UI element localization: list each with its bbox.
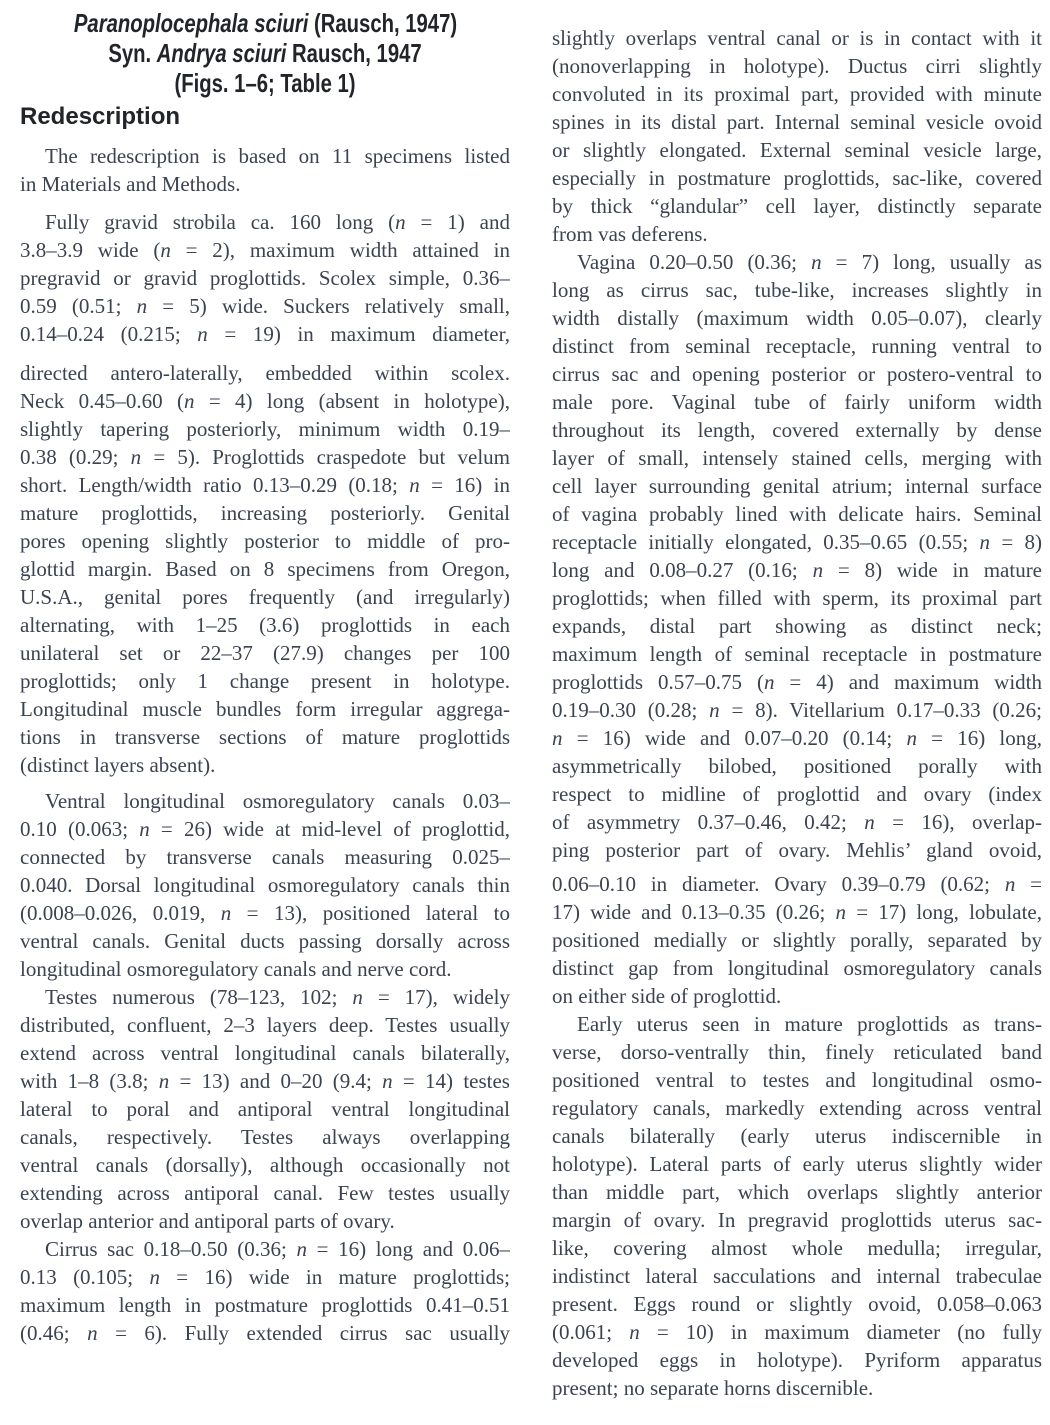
text-line: slightly tapering posteriorly, minimum width 0.19– [20,417,510,441]
text-line: (0.46; n = 6). Fully extended cirrus sac usually [20,1321,510,1345]
paragraph [552,1010,1042,1402]
left-column [20,0,510,1425]
text-line: 0.59 (0.51; n = 5) wide. Suckers relatively small, [20,294,510,318]
text-line: short. Length/width ratio 0.13–0.29 (0.18; n = 16) in [20,473,510,497]
species-name: Andrya sciuri [156,38,287,68]
text-line: in Materials and Methods. [20,172,241,196]
text-line: layer of small, intensely stained cells, merging with [552,446,1042,470]
text-line: distinct from seminal receptacle, running ventral to [552,334,1042,358]
text-line: width distally (maximum width 0.05–0.07), clearly [552,306,1042,330]
article-title [20,8,510,98]
text-line: lateral to poral and antiporal ventral longitudinal [20,1097,510,1121]
text-line: asymmetrically bilobed, positioned porally with [552,754,1042,778]
text-line: Early uterus seen in mature proglottids as trans- [577,1012,1042,1036]
title-text: Syn. [108,38,157,68]
text-line: (nonoverlapping in holotype). Ductus cirri slightly [552,54,1042,78]
title-text: (Rausch, 1947) [308,8,458,38]
text-line: slightly overlaps ventral canal or is in contact with it [552,26,1042,50]
text-line: from vas deferens. [552,222,708,246]
text-line: 0.06–0.10 in diameter. Ovary 0.39–0.79 (0.62; n = [552,872,1042,896]
text-line: present. Eggs round or slightly ovoid, 0.058–0.063 [552,1292,1042,1316]
text-line: proglottids; only 1 change present in holotype. [20,669,510,693]
text-line: 17) wide and 0.13–0.35 (0.26; n = 17) long, lobulate, [552,900,1042,924]
text-line: long as cirrus sac, tube-like, increases slightly in [552,278,1042,302]
text-line: pregravid or gravid proglottids. Scolex simple, 0.36– [20,266,510,290]
right-column-text [552,24,1042,1402]
text-line: maximum length in postmature proglottids 0.41–0.51 [20,1293,510,1317]
text-line: (0.008–0.026, 0.019, n = 13), positioned lateral to [20,901,510,925]
text-line: cell layer surrounding genital atrium; internal surface [552,474,1042,498]
text-line: throughout its length, covered externally by dense [552,418,1042,442]
text-line: Longitudinal muscle bundles form irregular aggrega- [20,697,510,721]
paragraph [552,24,1042,248]
text-line: directed antero-laterally, embedded within scolex. [20,361,510,385]
left-column-text [20,142,510,1347]
paragraph [20,787,510,983]
text-line: 3.8–3.9 wide (n = 2), maximum width attained in [20,238,510,262]
text-line: like, covering almost whole medulla; irregular, [552,1236,1042,1260]
text-line: unilateral set or 22–37 (27.9) changes per 100 [20,641,510,665]
text-line: connected by transverse canals measuring 0.025– [20,845,510,869]
text-line: ventral canals (dorsally), although occasionally not [20,1153,510,1177]
text-line: canals bilaterally (early uterus indiscernible in [552,1124,1042,1148]
text-line: mature proglottids, increasing posteriorly. Genital [20,501,510,525]
text-line: Fully gravid strobila ca. 160 long (n = 1) and [45,210,510,234]
paragraph [20,142,510,198]
text-line: than middle part, which overlaps slightly anterior [552,1180,1042,1204]
text-line: receptacle initially elongated, 0.35–0.65 (0.55; n = 8) [552,530,1042,554]
text-line: Vagina 0.20–0.50 (0.36; n = 7) long, usually as [577,250,1042,274]
text-line: (distinct layers absent). [20,753,216,777]
text-line: The redescription is based on 11 specimens listed [45,144,510,168]
text-line: positioned medially or slightly porally, separated by [552,928,1042,952]
text-line: margin of ovary. In pregravid proglottids uterus sac- [552,1208,1042,1232]
text-line: extend across ventral longitudinal canals bilaterally, [20,1041,510,1065]
text-line: by thick “glandular” cell layer, distinctly separate [552,194,1042,218]
text-line: 0.38 (0.29; n = 5). Proglottids craspedote but velum [20,445,510,469]
text-line: respect to midline of proglottid and ovary (index [552,782,1042,806]
text-line: alternating, with 1–25 (3.6) proglottids in each [20,613,510,637]
paragraph [552,870,1042,1010]
text-line: regulatory canals, markedly extending across ventral [552,1096,1042,1120]
title-line [74,68,456,98]
text-line: pores opening slightly posterior to middle of pro- [20,529,510,553]
text-line: longitudinal osmoregulatory canals and nerve cord. [20,957,452,981]
paragraph [20,208,510,348]
text-line: n = 16) wide and 0.07–0.20 (0.14; n = 16) long, [552,726,1042,750]
text-line: of vagina probably lined with delicate hairs. Seminal [552,502,1042,526]
text-line: present; no separate horns discernible. [552,1376,874,1400]
text-line: tions in transverse sections of mature proglottids [20,725,510,749]
paragraph [552,248,1042,864]
text-line: 0.040. Dorsal longitudinal osmoregulatory canals thin [20,873,510,897]
title-text: Rausch, 1947 [286,38,422,68]
text-line: Testes numerous (78–123, 102; n = 17), widely [45,985,510,1009]
text-line: convoluted in its proximal part, provided with minute [552,82,1042,106]
text-line: expands, distal part showing as distinct neck; [552,614,1042,638]
text-line: proglottids; when filled with sperm, its proximal part [552,586,1042,610]
text-line: especially in postmature proglottids, sac-like, covered [552,166,1042,190]
text-line: cirrus sac and opening posterior or postero-ventral to [552,362,1042,386]
right-column [552,0,1042,1425]
text-line: verse, dorso-ventrally thin, finely reticulated band [552,1040,1042,1064]
text-line: positioned ventral to testes and longitudinal osmo- [552,1068,1042,1092]
text-line: glottid margin. Based on 8 specimens from Oregon, [20,557,510,581]
text-line: Cirrus sac 0.18–0.50 (0.36; n = 16) long and 0.06– [45,1237,510,1261]
paragraph [20,983,510,1235]
text-line: on either side of proglottid. [552,984,782,1008]
text-line: 0.10 (0.063; n = 26) wide at mid-level of proglottid, [20,817,510,841]
species-name: Paranoplocephala sciuri [73,8,309,38]
text-line: or slightly elongated. External seminal vesicle large, [552,138,1042,162]
text-line: male pore. Vaginal tube of fairly uniform width [552,390,1042,414]
text-line: holotype). Lateral parts of early uterus slightly wider [552,1152,1042,1176]
text-line: spines in its distal part. Internal seminal vesicle ovoid [552,110,1042,134]
text-line: Ventral longitudinal osmoregulatory canals 0.03– [45,789,510,813]
text-line: maximum length of seminal receptacle in postmature [552,642,1042,666]
paragraph [20,359,510,779]
text-line: Neck 0.45–0.60 (n = 4) long (absent in holotype), [20,389,510,413]
text-line: 0.19–0.30 (0.28; n = 8). Vitellarium 0.17–0.33 (0.26; [552,698,1042,722]
text-line: with 1–8 (3.8; n = 13) and 0–20 (9.4; n = 14) testes [20,1069,510,1093]
text-line: proglottids 0.57–0.75 (n = 4) and maximum width [552,670,1042,694]
text-line: distinct gap from longitudinal osmoregulatory canals [552,956,1042,980]
text-line: (0.061; n = 10) in maximum diameter (no fully [552,1320,1042,1344]
paragraph [20,1235,510,1347]
title-line [74,8,456,38]
text-line: ping posterior part of ovary. Mehlis’ gland ovoid, [552,838,1042,862]
text-line: long and 0.08–0.27 (0.16; n = 8) wide in mature [552,558,1042,582]
text-line: ventral canals. Genital ducts passing dorsally across [20,929,510,953]
text-line: 0.14–0.24 (0.215; n = 19) in maximum diameter, [20,322,510,346]
title-line [74,38,456,68]
text-line: U.S.A., genital pores frequently (and irregularly) [20,585,510,609]
text-line: 0.13 (0.105; n = 16) wide in mature proglottids; [20,1265,510,1289]
text-line: distributed, confluent, 2–3 layers deep. Testes usually [20,1013,510,1037]
text-line: overlap anterior and antiporal parts of ovary. [20,1209,395,1233]
text-line: indistinct lateral sacculations and internal trabeculae [552,1264,1042,1288]
text-line: canals, respectively. Testes always overlapping [20,1125,510,1149]
text-line: of asymmetry 0.37–0.46, 0.42; n = 16), overlap- [552,810,1042,834]
text-line: extending across antiporal canal. Few testes usually [20,1181,510,1205]
title-text: (Figs. 1–6; Table 1) [174,68,356,98]
text-line: developed eggs in holotype). Pyriform apparatus [552,1348,1042,1372]
section-heading-redescription: Redescription [20,103,181,130]
